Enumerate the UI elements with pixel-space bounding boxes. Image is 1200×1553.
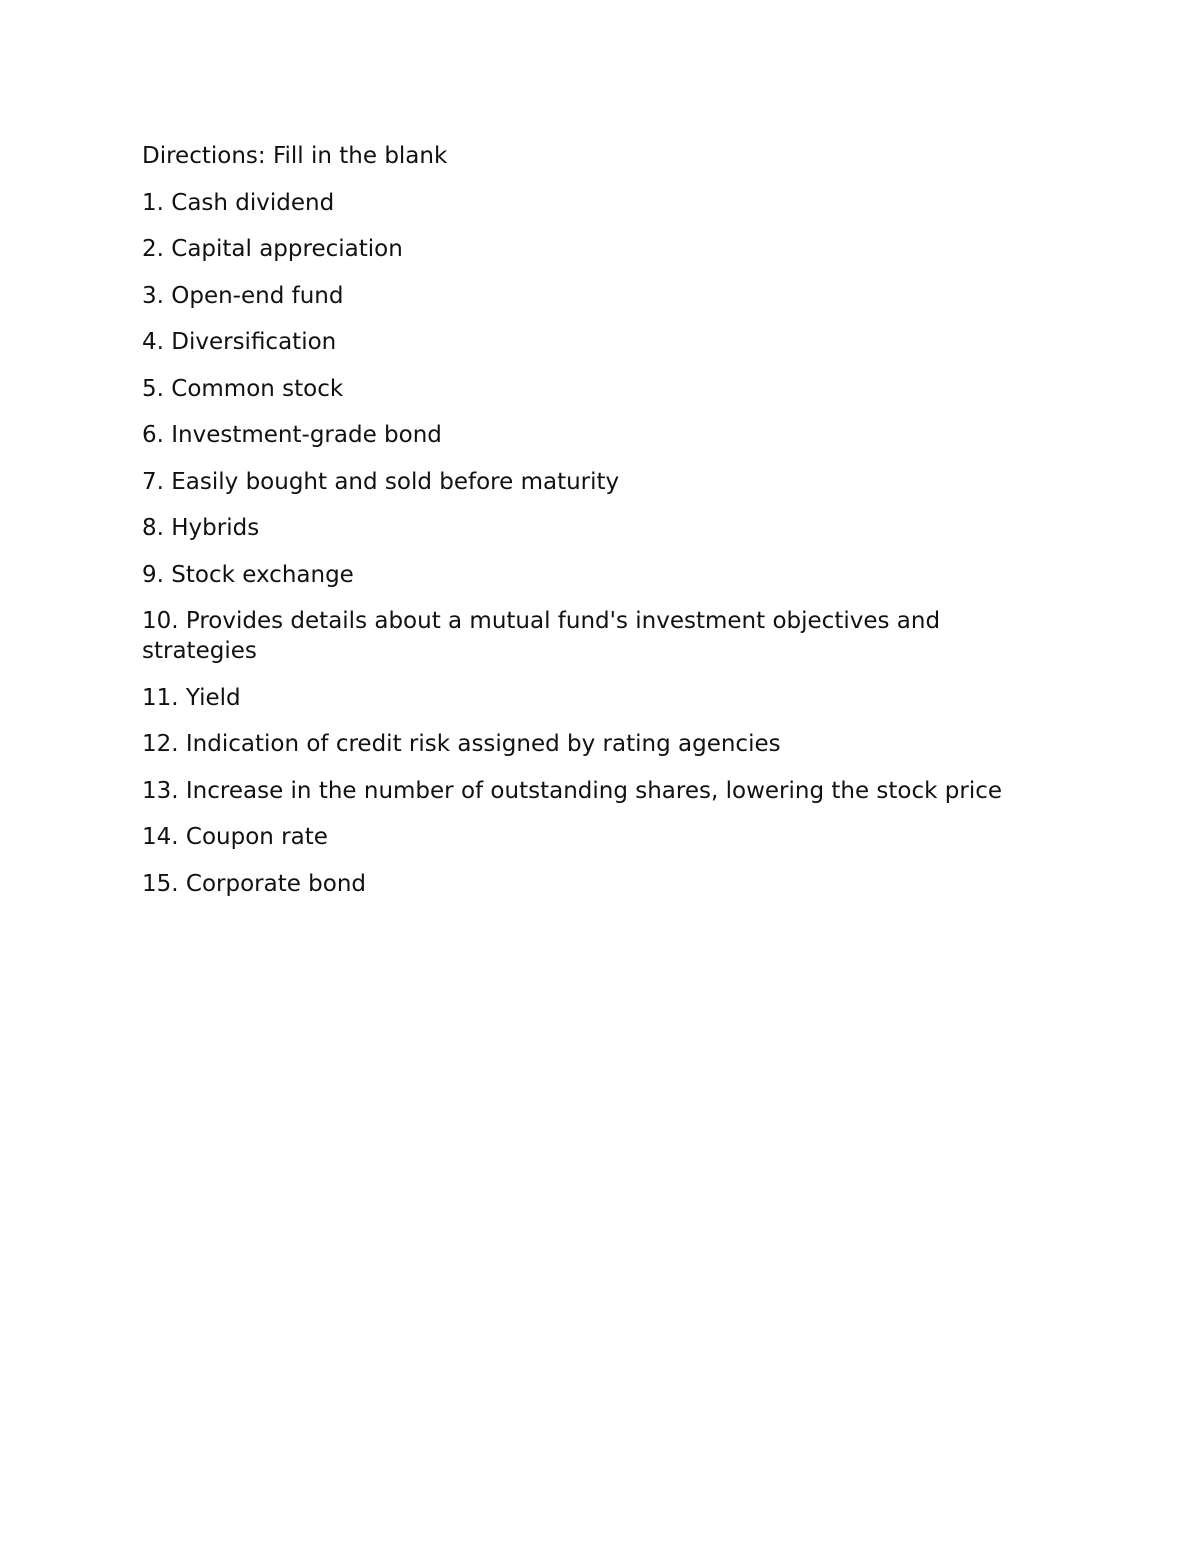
answer-item-14: 14. Coupon rate [142,824,328,850]
answer-item-2: 2. Capital appreciation [142,236,403,262]
answer-item-7: 7. Easily bought and sold before maturity [142,468,620,495]
answer-item-10: 10. Provides details about a mutual fund's investment objectives and strategies [142,608,941,664]
answer-item-15: 15. Corporate bond [142,870,367,897]
answer-item-11: 11. Yield [142,684,241,711]
answer-item-12: 12. Indication of credit risk assigned by rating agencies [142,731,781,757]
answer-item-3: 3. Open-end fund [142,282,344,309]
answer-item-8: 8. Hybrids [142,515,260,541]
answer-item-13: 13. Increase in the number of outstanding shares, lowering the stock price [142,777,1003,804]
answer-list [142,188,1052,899]
answer-item-5: 5. Common stock [142,375,344,402]
document-content [142,141,1052,915]
answer-item-6: 6. Investment-grade bond [142,422,442,448]
answer-item-4: 4. Diversification [142,329,337,355]
directions-text: Directions: Fill in the blank [142,143,448,169]
answer-item-9: 9. Stock exchange [142,561,354,588]
answer-item-1: 1. Cash dividend [142,189,335,216]
